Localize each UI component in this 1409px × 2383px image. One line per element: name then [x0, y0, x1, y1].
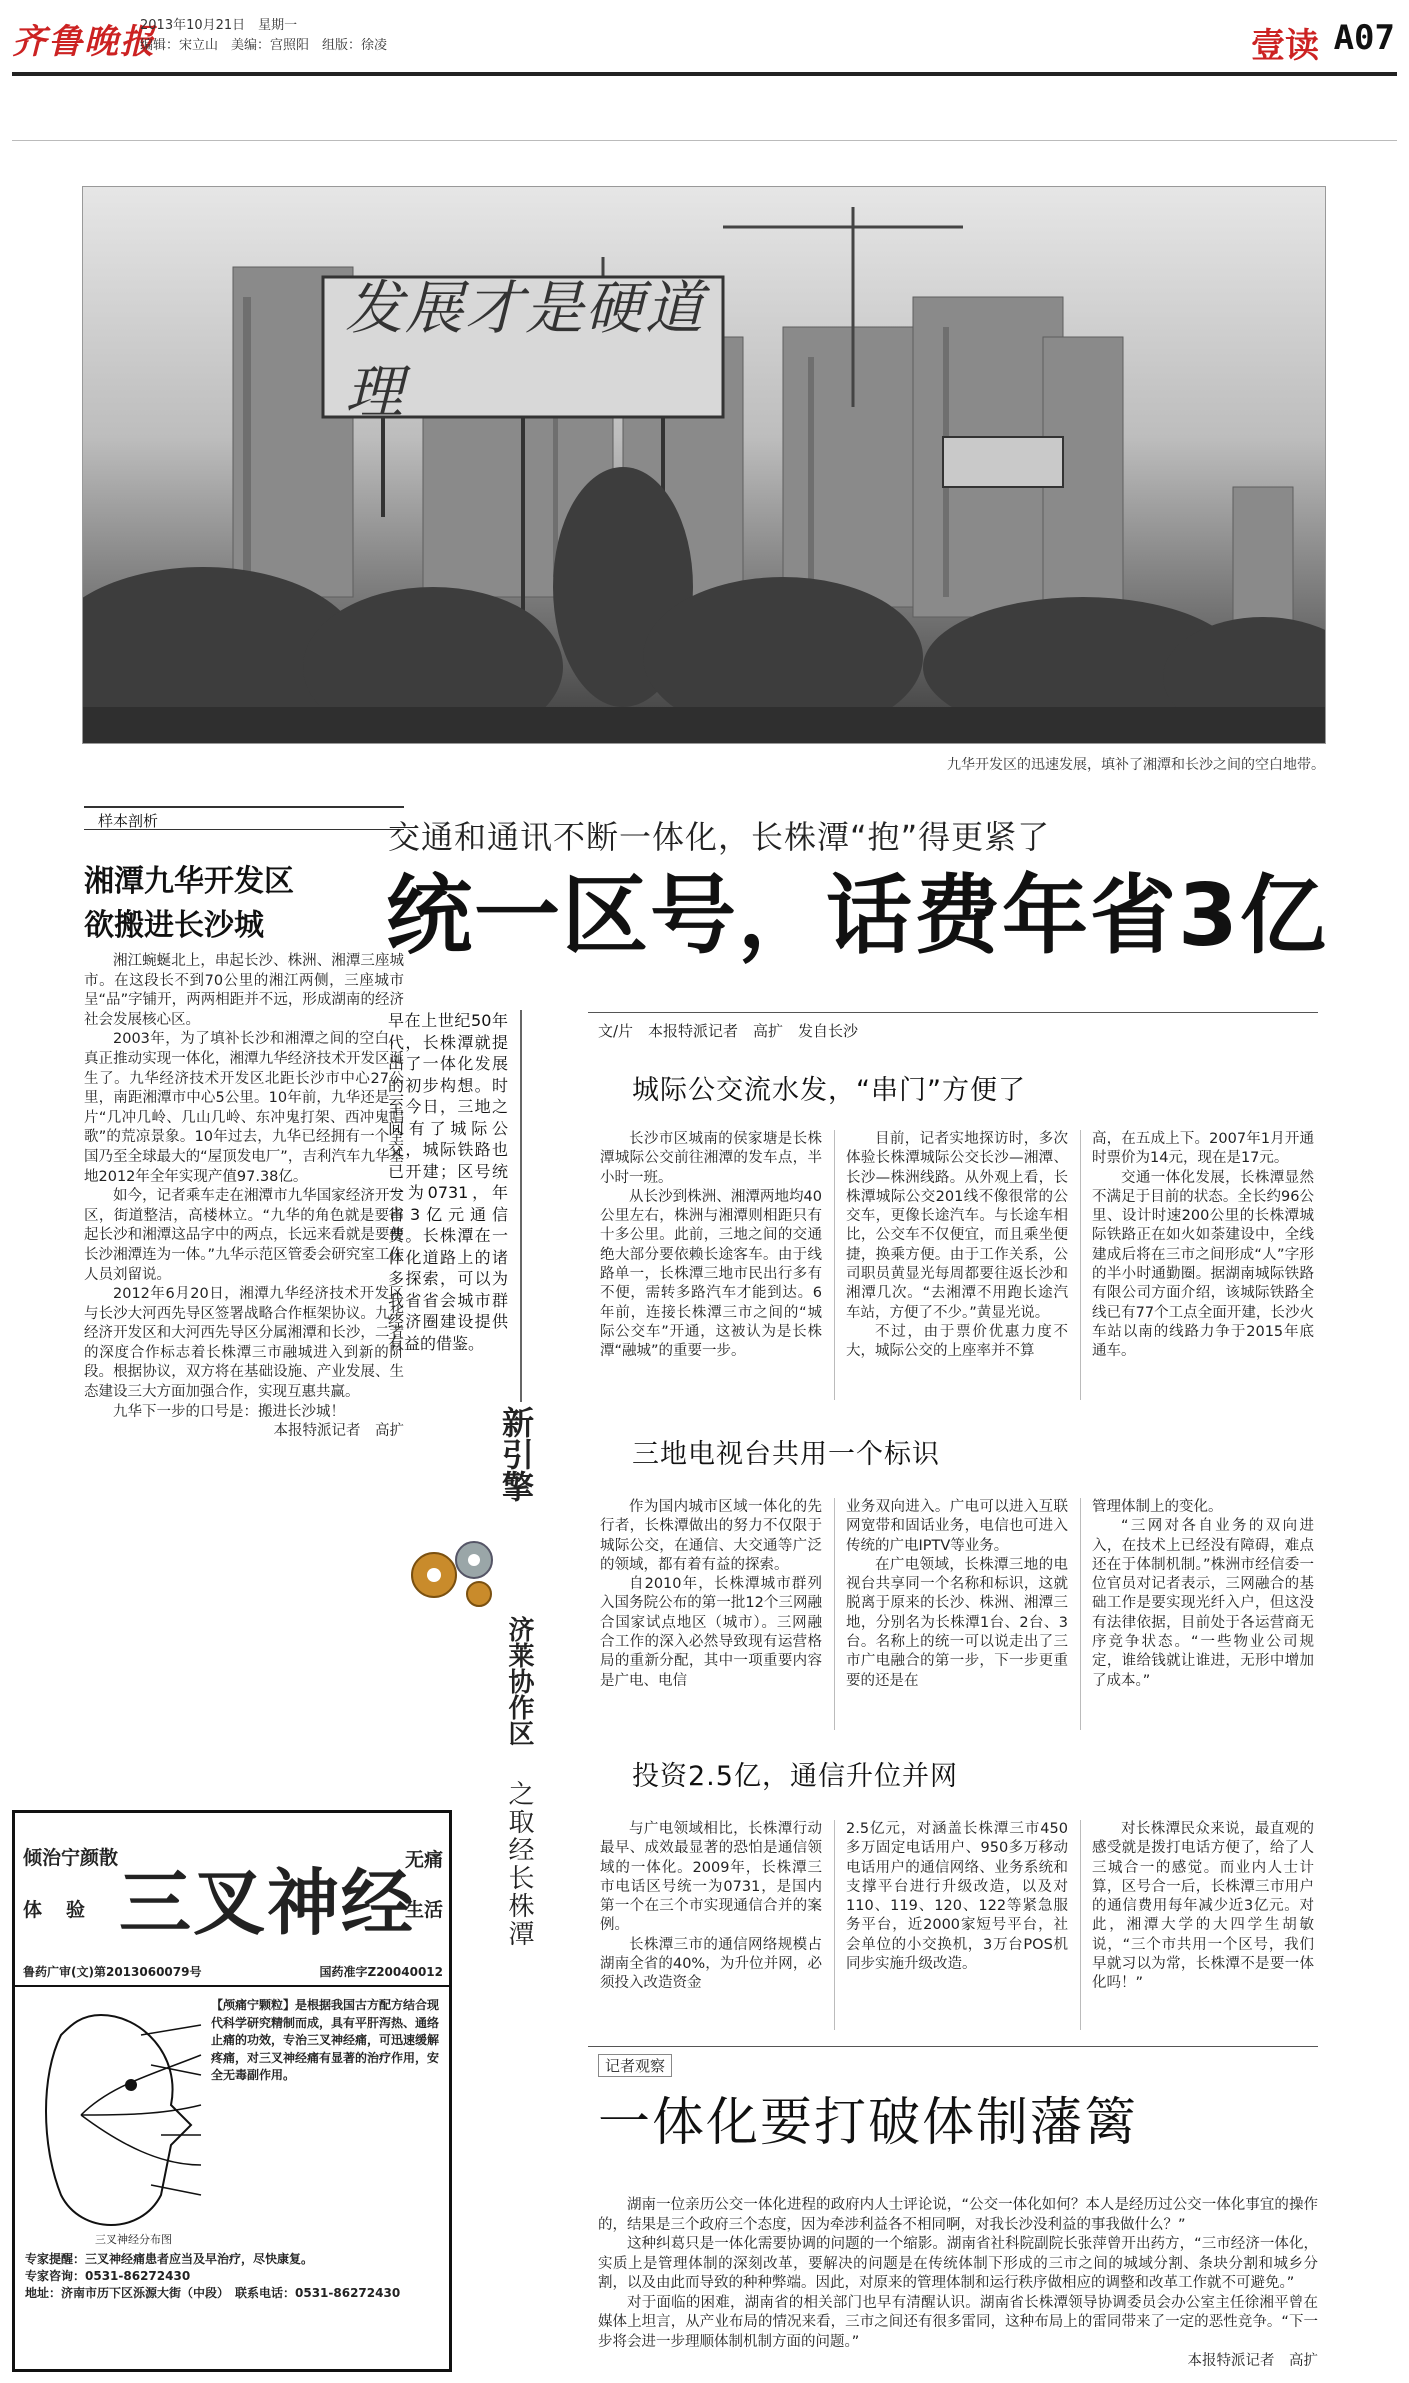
ad-slogan-2: 生活 — [405, 1899, 444, 1921]
photo-caption: 九华开发区的迅速发展，填补了湘潭和长沙之间的空白地带。 — [947, 757, 1325, 773]
text-column — [1092, 1130, 1314, 1362]
face-nerve-diagram-icon — [21, 1995, 211, 2243]
column-divider — [834, 1130, 835, 1400]
lead-paragraph: 早在上世纪50年代，长株潭就提出了一体化发展的初步构想。时至今日，三地之间有了城际公交，城际铁路也已开建；区号统一为0731，年省3亿元通信费。长株潭在一体化道路上的诸多探索，可以为我省省会城市群经济圈建设提供有益的借鉴。 — [388, 1011, 508, 1353]
paragraph: “三网对各自业务的双向进入，在技术上已经没有障碍，难点还在于体制机制。”株洲市经信委一位官员对记者表示，三网融合的基础工作是要实现光纤入户，但这没有法律依据，目前处于各运营商无序竞争状态。“一些物业公司规定，谁给钱就让谁进，无形中增加了成本。” — [1092, 1518, 1314, 1689]
observation-body — [598, 2196, 1318, 2372]
paragraph: 自2010年，长株潭城市群列入国务院公布的第一批12个三网融合国家试点地区（城市）。三网融合工作的深入必然导致现有运营格局的重新分配，其中一项重要内容是广电、电信 — [600, 1576, 822, 1689]
sidebar-body — [84, 952, 404, 1442]
text-column — [600, 1820, 822, 1994]
paragraph: 对长株潭民众来说，最直观的感受就是拨打电话方便了，给了人三城合一的感觉。而业内人士计算，区号合一后，长株潭三市用户的通信费用每年减少近3亿元。对此，湘潭大学的大四学生胡敏说，“三个市共用一个区号，我们早就习以为常，长株潭不是要一体化吗！” — [1092, 1821, 1314, 1992]
series-tagline: 之取经长株潭 — [504, 1780, 534, 1948]
paragraph: 九华下一步的口号是：搬进长沙城！ — [113, 1403, 345, 1420]
paragraph: 业务双向进入。广电可以进入互联网宽带和固话业务，电信也可进入传统的广电IPTV等业务。 — [846, 1499, 1068, 1554]
series-subtitle: 济莱协作区 — [504, 1616, 534, 1746]
series-title: 新引擎 — [497, 1406, 535, 1502]
billboard-slogan: 发展才是硬道理 — [345, 274, 706, 426]
paragraph: 长沙市区城南的侯家塘是长株潭城际公交前往湘潭的发车点，半小时一班。 — [600, 1131, 822, 1186]
lead-divider — [520, 1010, 522, 1402]
ad-experience: 体验 — [23, 1899, 110, 1921]
sidebar-title-line: 欲搬进长沙城 — [84, 908, 264, 943]
paragraph: 2003年，为了填补长沙和湘潭之间的空白，真正推动实现一体化，湘潭九华经济技术开发区诞生了。九华经济技术开发区北距长沙市中心27公里，南距湘潭市中心5公里。10年前，九华还是一片“几冲几岭、几山几岭、东冲鬼打架、西冲鬼唱歌”的荒凉景象。10年过去，九华已经拥有一个全国乃至全球最大的“屋顶发电厂”，吉利汽车九华基地2012年全年实现产值97.38亿。 — [84, 1031, 404, 1185]
header-rule-thin — [12, 140, 1397, 141]
text-column — [846, 1820, 1068, 1974]
ad-footer — [25, 2251, 445, 2302]
header-rule — [12, 72, 1397, 76]
paragraph: 如今，记者乘车走在湘潭市九华国家经济开发区，街道整洁，高楼林立。“九华的角色就是要串起长沙和湘潭这品字中的两点，长远来看就是要使长沙湘潭连为一体。”九华示范区管委会研究室工作人员刘留说。 — [84, 1188, 404, 1283]
column-divider — [1080, 1820, 1081, 2030]
paragraph: 不过，由于票价优惠力度不大，城际公交的上座率并不算 — [846, 1323, 1068, 1360]
paragraph: 2012年6月20日，湘潭九华经济技术开发区与长沙大河西先导区签署战略合作框架协议。九华经济开发区和大河西先导区分属湘潭和长沙，二者的深度合作标志着长株潭三市融城进入到新的阶段。根据协议，双方将在基础设施、产业发展、生态建设三大方面加强合作，实现互惠共赢。 — [84, 1286, 404, 1401]
paragraph: 作为国内城市区域一体化的先行者，长株潭做出的努力不仅限于城际公交，在通信、大交通等广泛的领域，都有着有益的探索。 — [600, 1499, 822, 1573]
ad-license-number: 鲁药广审(文)第2013060079号 — [23, 1965, 202, 1979]
observation-label: 记者观察 — [598, 2054, 672, 2077]
text-column — [600, 1130, 822, 1362]
text-column — [1092, 1820, 1314, 1994]
sidebar-title-line: 湘潭九华开发区 — [84, 864, 294, 899]
page-number: A07 — [1333, 18, 1395, 58]
ad-footer-line: 专家提醒：三叉神经痛患者应当及早治疗，尽快康复。 — [25, 2252, 314, 2266]
paragraph: 交通一体化发展，长株潭显然不满足于目前的状态。全长约96公里、设计时速200公里的长株潭城际铁路正在如火如荼建设中，全线建成后将在三市之间形成“人”字形的半小时通勤圈。据湖南城际铁路有限公司方面介绍，该城际铁路全线已有77个工点全面开建，长沙火车站以南的线路力争于2015年底通车。 — [1092, 1169, 1314, 1360]
pre-headline: 交通和通讯不断一体化，长株潭“抱”得更紧了 — [388, 818, 1051, 856]
paragraph: 长株潭三市的通信网络规模占湖南全省的40%，为升位并网，必须投入改造资金 — [600, 1936, 822, 1992]
paragraph: 湖南一位亲历公交一体化进程的政府内人士评论说，“公交一体化如何？本人是经历过公交一体化事宜的操作的，结果是三个政府三个态度，因为牵涉利益各不相同啊，对我长沙没利益的事我做什么？” — [598, 2197, 1318, 2233]
observation-rule — [588, 2046, 1318, 2047]
ad-headline: 三叉神经 — [119, 1860, 416, 1945]
header-info — [140, 16, 387, 56]
paragraph: 目前，记者实地探访时，多次体验长株潭城际公交长沙—湘潭、长沙—株洲线路。从外观上看，长株潭城际公交201线不像很常的公交车，更像长途汽车。与长途车相比，公交车不仅便宜，而且乘坐便捷，换乘方便。由于工作关系，公司职员黄显光每周都要往返长沙和湘潭几次。“去湘潭不用跑长途汽车站，方便了不少。”黄显光说。 — [846, 1131, 1068, 1321]
lead-photo — [82, 186, 1326, 744]
issue-date: 2013年10月21日 星期一 — [140, 18, 298, 33]
ad-footer-line: 地址：济南市历下区泺源大街（中段） 联系电话：0531-86272430 — [25, 2286, 401, 2300]
gears-icon — [404, 1530, 504, 1610]
section-heading: 三地电视台共用一个标识 — [632, 1439, 940, 1470]
ad-product-name: 倾治宁颜散 — [23, 1847, 119, 1869]
sidebar-byline: 本报特派记者 高扩 — [273, 1423, 404, 1440]
column-divider — [1080, 1498, 1081, 1730]
section-heading: 投资2.5亿，通信升位并网 — [632, 1761, 958, 1792]
masthead-logo: 齐鲁晚报 — [12, 22, 156, 62]
section-heading: 城际公交流水发，“串门”方便了 — [632, 1075, 1026, 1106]
column-divider — [834, 1820, 835, 2030]
byline-rule — [588, 1012, 1318, 1013]
ad-slogan-1: 无痛 — [405, 1849, 444, 1871]
kicker-label: 样本剖析 — [98, 812, 159, 830]
text-column — [846, 1130, 1068, 1362]
observation-byline: 本报特派记者 高扩 — [1187, 2353, 1318, 2369]
paragraph: 这种纠葛只是一体化需要协调的问题的一个缩影。湖南省社科院副院长张萍曾开出药方，“三市经济一体化，实质上是管理体制的深刻改革，要解决的问题是在传统体制下形成的三市之间的城域分割、条块分割和城乡分割，以及由此而导致的种种弊端。因此，对原来的管理体制和运行秩序做相应的调整和改革工作就不可避免。” — [598, 2236, 1318, 2291]
observation-title: 一体化要打破体制藩篱 — [598, 2093, 1139, 2153]
text-column — [846, 1498, 1068, 1691]
advertisement — [12, 1810, 452, 2372]
ad-footer-line: 专家咨询：0531-86272430 — [25, 2269, 191, 2283]
ad-approval-number: 国药准字Z20040012 — [319, 1965, 443, 1979]
paragraph: 与广电领域相比，长株潭行动最早、成效最显著的恐怕是通信领域的一体化。2009年，长株潭三市电话区号统一为0731，是国内第一个在三个市实现通信合并的案例。 — [600, 1821, 822, 1934]
sidebar-title — [84, 860, 404, 948]
section-name: 壹读 — [1251, 26, 1319, 66]
ad-figure-label: 三叉神经分布图 — [95, 2233, 172, 2246]
editor-credits: 编辑：宋立山 美编：宫照阳 组版：徐凌 — [140, 38, 388, 53]
paragraph: 在广电领域，长株潭三地的电视台共享同一个名称和标识，这就脱离于原来的长沙、株洲、湘潭三地，分别名为长株潭1台、2台、3台。名称上的统一可以说走出了三市广电融合的第一步，下一步更重要的还是在 — [846, 1556, 1068, 1689]
paragraph: 管理体制上的变化。 — [1092, 1499, 1223, 1515]
text-column — [600, 1498, 822, 1691]
paragraph: 湘江蜿蜒北上，串起长沙、株洲、湘潭三座城市。在这段长不到70公里的湘江两侧，三座城市呈“品”字铺开，两两相距并不远，形成湖南的经济社会发展核心区。 — [84, 953, 404, 1028]
ad-license-row — [23, 1963, 443, 1980]
ad-divider — [15, 1985, 449, 1987]
paragraph: 对于面临的困难，湖南省的相关部门也早有清醒认识。湖南省长株潭领导协调委员会办公室主任徐湘平曾在媒体上坦言，从产业布局的情况来看，三市之间还有很多雷同，这种布局上的雷同带来了一定的恶性竞争。“下一步将会进一步理顺体制机制方面的问题。” — [598, 2294, 1318, 2350]
ad-body-text: 【颅痛宁颗粒】是根据我国古方配方结合现代科学研究精制而成，具有平肝泻热、通络止痛的功效，专治三叉神经痛，可迅速缓解疼痛，对三叉神经痛有显著的治疗作用，安全无毒副作用。 — [211, 1998, 440, 2082]
main-byline: 文/片 本报特派记者 高扩 发自长沙 — [598, 1022, 859, 1040]
main-headline: 统一区号，话费年省3亿 — [386, 866, 1328, 966]
paragraph: 从长沙到株洲、湘潭两地均40公里左右，株洲与湘潭则相距只有十多公里。此前，三地之间的交通绝大部分要依赖长途客车。由于线路单一，长株潭三地市民出行多有不便，需转多路汽车才能到达。6年前，连接长株潭三市之间的“城际公交车”开通，这被认为是长株潭“融城”的重要一步。 — [600, 1188, 822, 1360]
paragraph: 2.5亿元，对涵盖长株潭三市450多万固定电话用户、950多万移动电话用户的通信网络、业务系统和支撑平台进行升级改造，以及对110、119、120、122等紧急服务平台，近2000家短号平台，社会单位的小交换机，3万台POS机同步实施升级改造。 — [846, 1821, 1068, 1973]
text-column — [1092, 1498, 1314, 1691]
column-divider — [1080, 1130, 1081, 1400]
paragraph: 高，在五成上下。2007年1月开通时票价为14元，现在是17元。 — [1092, 1131, 1314, 1167]
column-divider — [834, 1498, 835, 1730]
